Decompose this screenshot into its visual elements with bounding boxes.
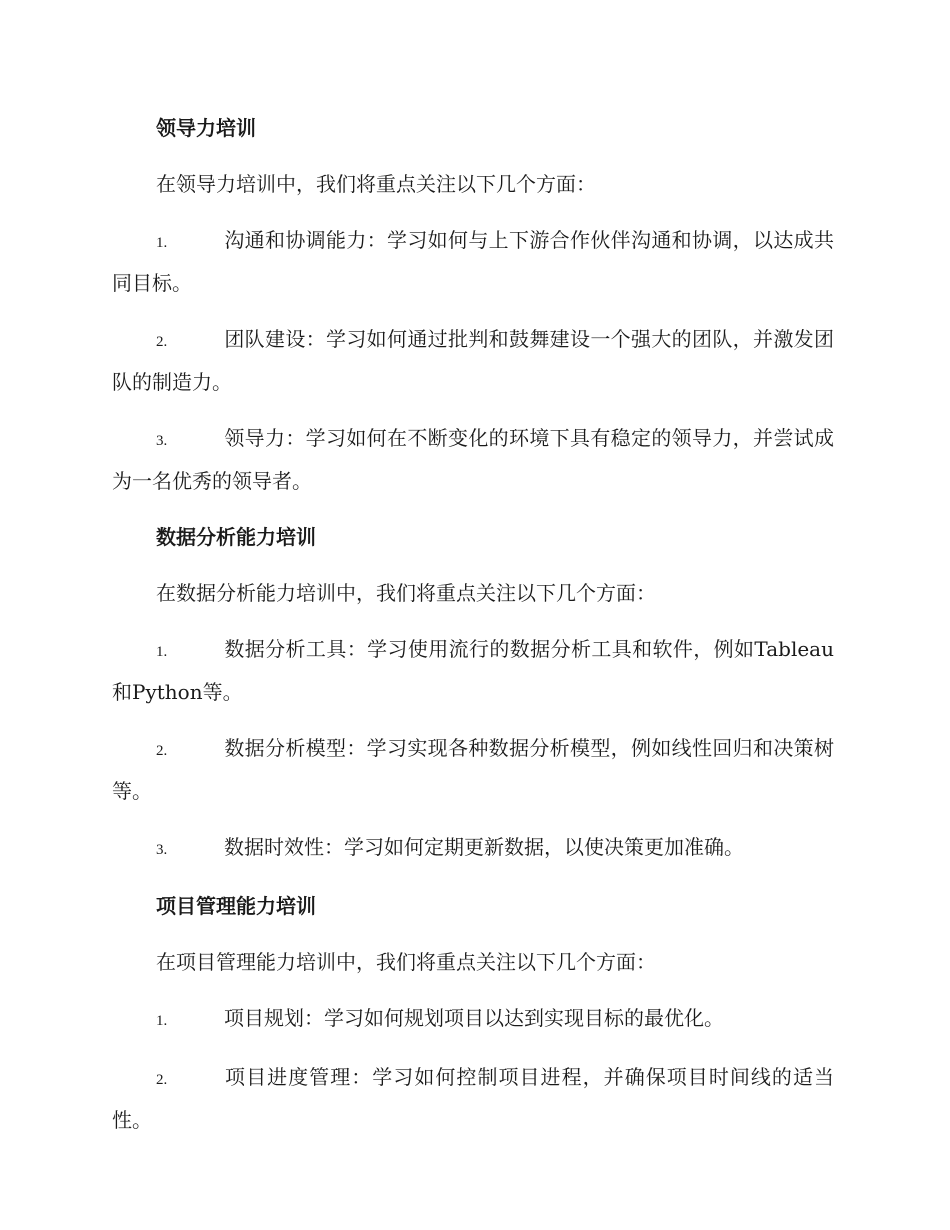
list-item-number: 1. <box>156 235 168 251</box>
list-item <box>112 1057 834 1140</box>
list-item-number: 1. <box>156 1013 168 1029</box>
document-body <box>112 108 834 1156</box>
list-item-text: 项目规划：学习如何规划项目以达到实现目标的最优化。 <box>224 1006 724 1030</box>
list-item-text: 团队建设：学习如何通过批判和鼓舞建设一个强大的团队，并激发团队的制造力。 <box>112 327 834 394</box>
list-item <box>112 728 834 811</box>
list-item-number: 3. <box>156 433 168 449</box>
list-item <box>112 998 834 1041</box>
list-item <box>112 629 834 712</box>
list-item <box>112 418 834 501</box>
list-item-number: 2. <box>156 743 168 759</box>
list-item-text: 领导力：学习如何在不断变化的环境下具有稳定的领导力，并尝试成为一名优秀的领导者。 <box>112 426 834 493</box>
list-item-text: 项目进度管理：学习如何控制项目进程，并确保项目时间线的适当性。 <box>112 1065 834 1132</box>
list-item <box>112 319 834 402</box>
list-item-number: 1. <box>156 644 168 660</box>
section-intro-leadership: 在领导力培训中，我们将重点关注以下几个方面： <box>156 172 596 196</box>
section-intro-project-management: 在项目管理能力培训中，我们将重点关注以下几个方面： <box>156 950 656 974</box>
list-item-number: 2. <box>156 334 168 350</box>
section-heading-project-management: 项目管理能力培训 <box>156 894 316 918</box>
list-item-text: 沟通和协调能力：学习如何与上下游合作伙伴沟通和协调，以达成共同目标。 <box>112 228 834 295</box>
section-heading-leadership: 领导力培训 <box>156 116 256 140</box>
list-item-text: 数据分析工具：学习使用流行的数据分析工具和软件，例如Tableau和Python等。 <box>112 637 834 704</box>
list-item-number: 2. <box>156 1072 168 1088</box>
list-item-number: 3. <box>156 842 168 858</box>
list-item-text: 数据时效性：学习如何定期更新数据，以使决策更加准确。 <box>224 835 744 859</box>
list-item <box>112 220 834 303</box>
section-heading-data-analysis: 数据分析能力培训 <box>156 525 316 549</box>
list-item <box>112 827 834 870</box>
list-item-text: 数据分析模型：学习实现各种数据分析模型，例如线性回归和决策树等。 <box>112 736 834 803</box>
section-intro-data-analysis: 在数据分析能力培训中，我们将重点关注以下几个方面： <box>156 581 656 605</box>
